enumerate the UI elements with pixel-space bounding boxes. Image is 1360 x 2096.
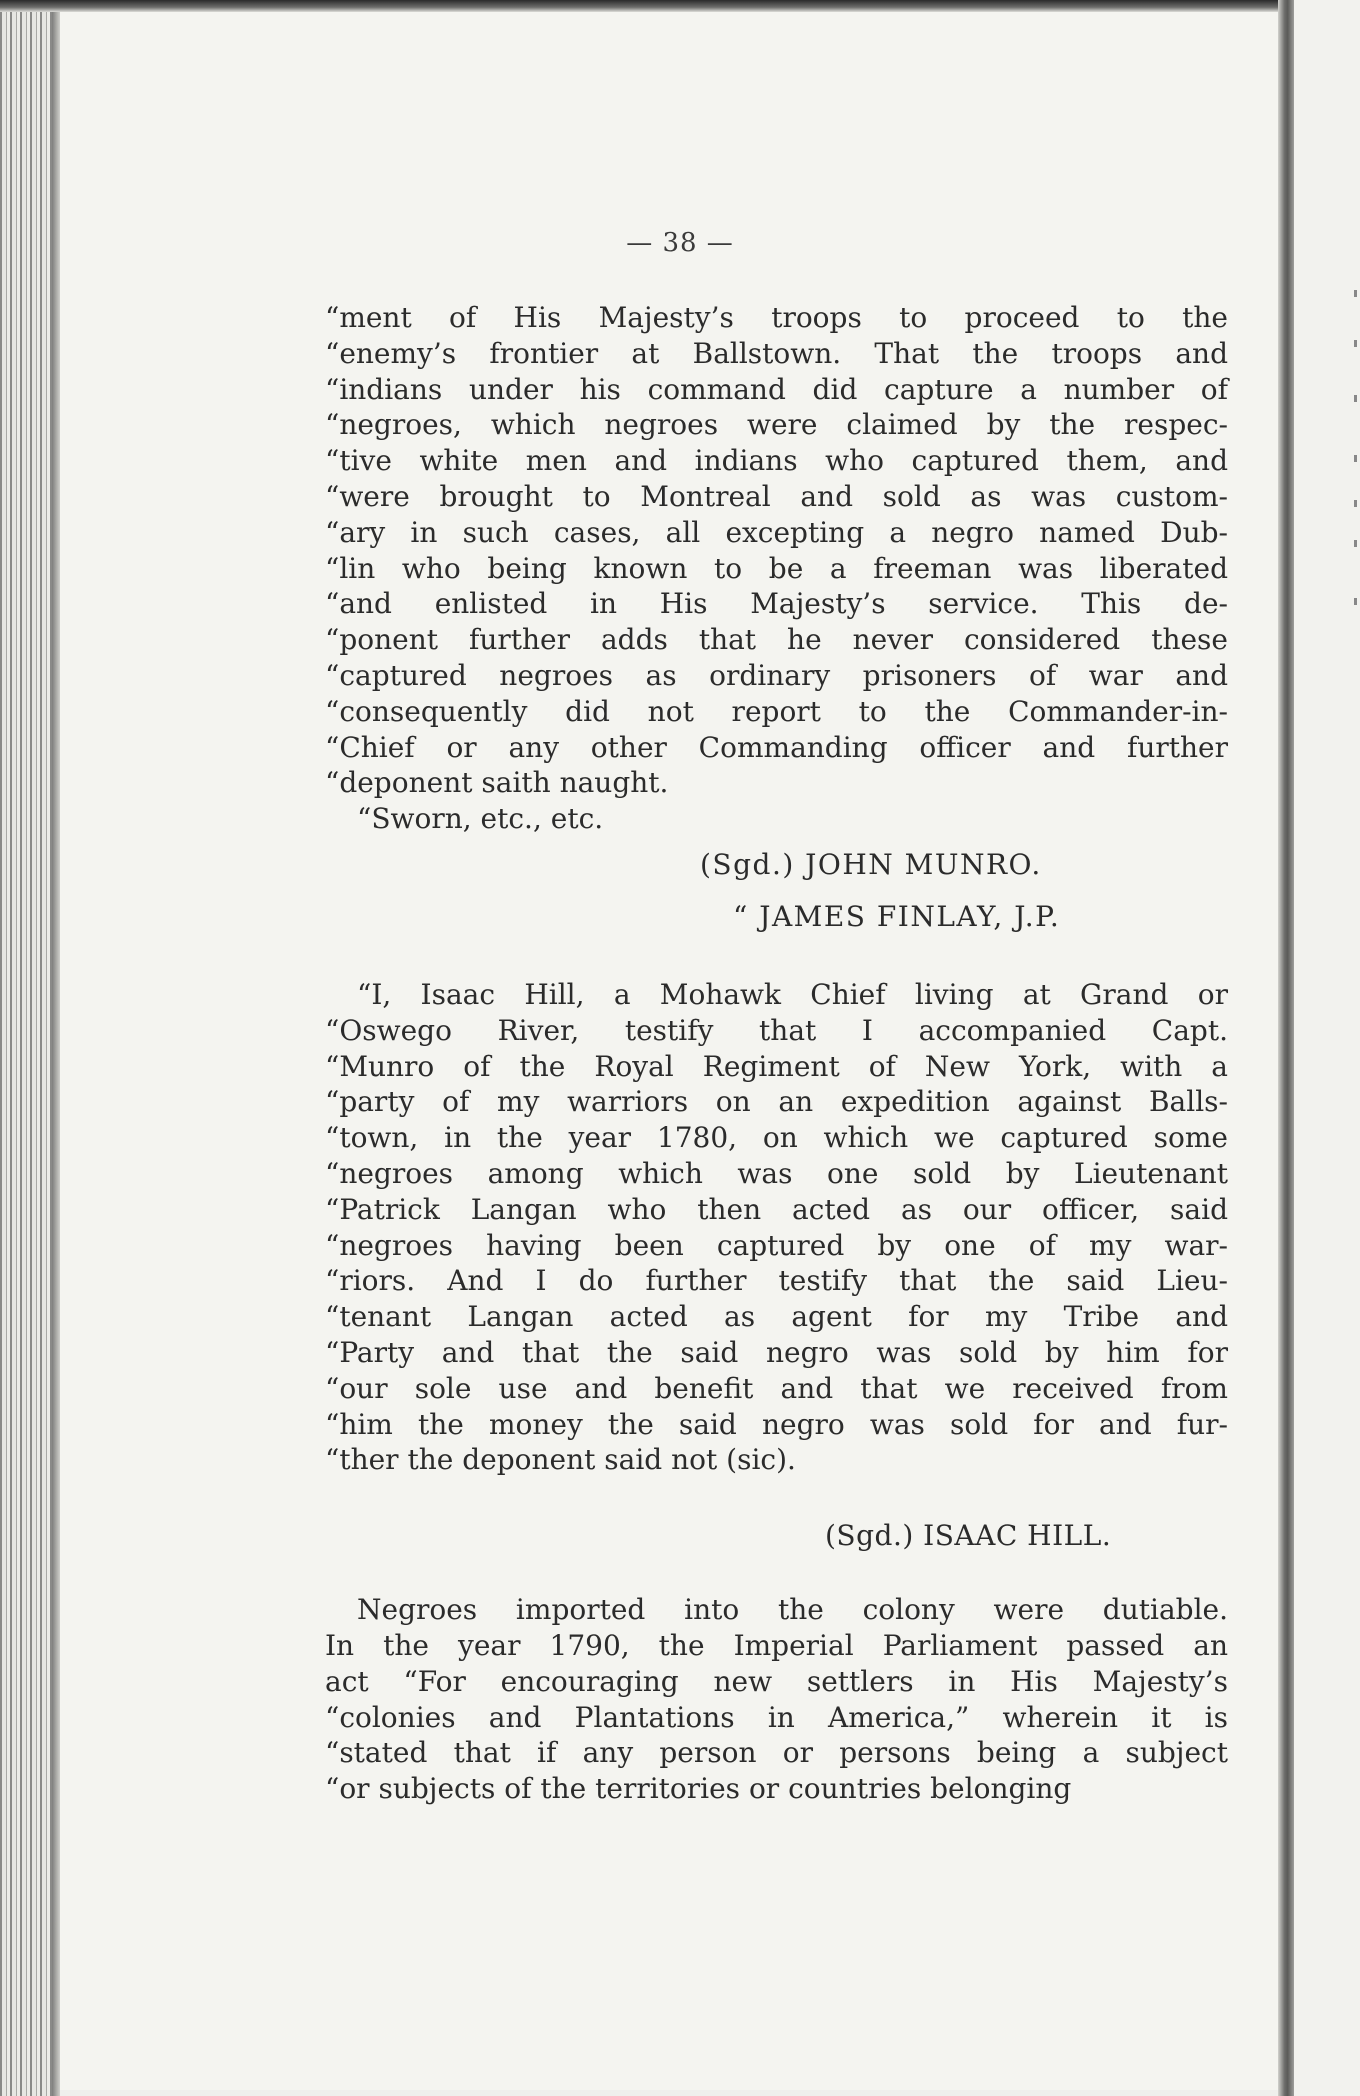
closing-paragraph: [325, 1592, 1228, 1807]
page-number: — 38 —: [626, 228, 734, 258]
book-spine: [1278, 0, 1294, 2096]
text-line: “our sole use and benefit and that we received from: [325, 1371, 1228, 1405]
text-line: “tenant Langan acted as agent for my Tribe and: [325, 1300, 1228, 1334]
sworn-line: “Sworn, etc., etc.: [357, 802, 604, 836]
text-line: “deponent saith naught.: [325, 766, 669, 800]
signature-hill: (Sgd.) ISAAC HILL.: [825, 1519, 1112, 1553]
text-line: “town, in the year 1780, on which we captured some: [325, 1121, 1228, 1155]
text-line: “Oswego River, testify that I accompanied Capt.: [325, 1013, 1228, 1047]
text-line: “party of my warriors on an expedition against Balls-: [325, 1085, 1228, 1119]
text-line: “colonies and Plantations in America,” wherein it is: [325, 1700, 1228, 1734]
facing-mark: [1354, 395, 1357, 402]
text-line: “tive white men and indians who captured them, and: [325, 444, 1228, 478]
text-line: “stated that if any person or persons being a subject: [325, 1736, 1228, 1770]
text-line: “ponent further adds that he never considered these: [325, 623, 1228, 657]
text-line: “indians under his command did capture a number of: [325, 372, 1228, 406]
text-line: “negroes, which negroes were claimed by the respec-: [325, 408, 1228, 442]
facing-mark: [1354, 455, 1357, 462]
text-line: “consequently did not report to the Commander-in-: [325, 694, 1228, 728]
text-line: “ther the deponent said not (sic).: [325, 1443, 796, 1477]
text-line: “captured negroes as ordinary prisoners of war and: [325, 658, 1228, 692]
text-line: “ment of His Majesty’s troops to proceed to the: [325, 301, 1228, 334]
text-line: “negroes having been captured by one of my war-: [325, 1228, 1228, 1262]
text-line: “Munro of the Royal Regiment of New York, with a: [325, 1049, 1228, 1083]
facing-mark: [1354, 598, 1357, 605]
text-line: “I, Isaac Hill, a Mohawk Chief living at Grand or: [357, 977, 1228, 1011]
text-line: “Party and that the said negro was sold by him for: [325, 1335, 1228, 1369]
text-line: Negroes imported into the colony were dutiable.: [357, 1593, 1228, 1627]
text-line: “riors. And I do further testify that the said Lieu-: [325, 1264, 1228, 1298]
text-line: act “For encouraging new settlers in His Majesty’s: [325, 1664, 1228, 1698]
signature-munro: (Sgd.) JOHN MUNRO.: [700, 847, 1042, 881]
top-edge: [0, 0, 1360, 12]
page-edges: [0, 0, 60, 2096]
text-line: “ary in such cases, all excepting a negro named Dub-: [325, 515, 1228, 549]
facing-mark: [1354, 540, 1357, 547]
facing-mark: [1354, 290, 1357, 297]
deposition-hill: [325, 977, 1228, 1478]
text-line: In the year 1790, the Imperial Parliament passed an: [325, 1628, 1228, 1662]
text-line: “were brought to Montreal and sold as was custom-: [325, 479, 1228, 513]
text-line: “negroes among which was one sold by Lieutenant: [325, 1156, 1228, 1190]
text-line: “Chief or any other Commanding officer and further: [325, 730, 1228, 764]
text-line: “or subjects of the territories or countries belonging: [325, 1772, 1072, 1806]
facing-mark: [1354, 340, 1357, 347]
text-line: “enemy’s frontier at Ballstown. That the troops and: [325, 336, 1228, 370]
text-line: “him the money the said negro was sold for and fur-: [325, 1407, 1228, 1441]
deposition-munro: [325, 300, 1228, 801]
page-text: [325, 300, 1228, 1807]
facing-page-edge: [1294, 0, 1360, 2096]
facing-mark: [1354, 500, 1357, 507]
text-line: “lin who being known to be a freeman was liberated: [325, 551, 1228, 585]
signature-finlay: “ JAMES FINLAY, J.P.: [733, 899, 1061, 933]
text-line: “Patrick Langan who then acted as our officer, said: [325, 1192, 1228, 1226]
text-line: “and enlisted in His Majesty’s service. This de-: [325, 587, 1228, 621]
